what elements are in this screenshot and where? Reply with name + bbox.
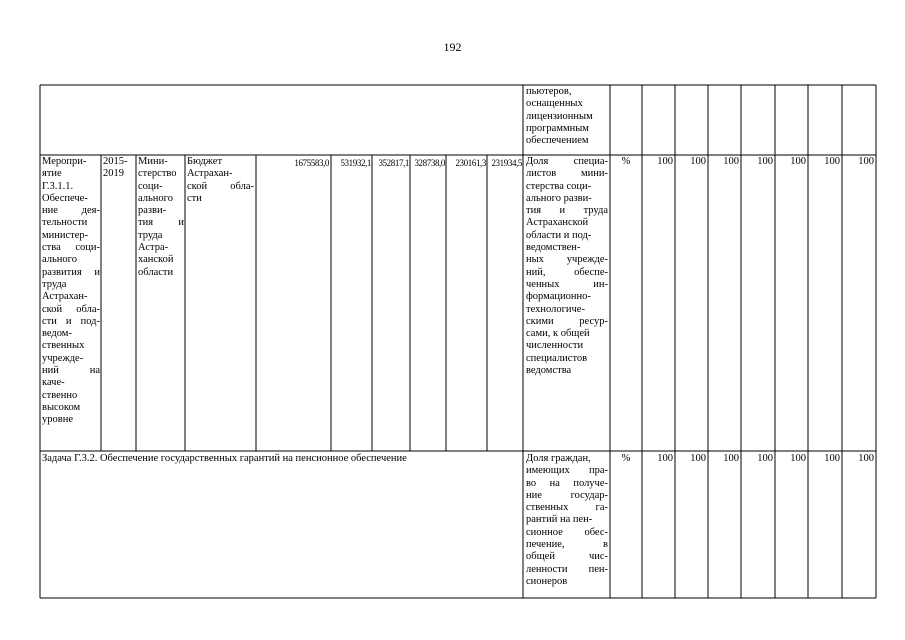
measure-name-line: ведом- (42, 328, 72, 340)
indicator-line: обеспечением (526, 135, 589, 147)
indicator-line: тия и труда (526, 205, 608, 217)
measure-name-line: ний на (42, 365, 100, 377)
measure-name-line: уровне (42, 414, 73, 426)
measure-name-line: Астрахан- (42, 291, 88, 303)
indicator-line: ние государ- (526, 489, 608, 501)
task-value: 100 (824, 453, 840, 464)
measure-unit: % (621, 156, 631, 167)
measure-name-line: ятие (42, 168, 62, 180)
indicator-line: стерства соци- (526, 180, 592, 192)
indicator-line: листов мини- (526, 168, 608, 180)
indicator-line: скими ресур- (526, 315, 608, 327)
executor-line: разви- (138, 205, 167, 217)
indicator-line: ведомства (526, 365, 572, 377)
measure-name-line: ственно (42, 389, 78, 401)
task-value: 100 (790, 453, 806, 464)
task-indicator-cell (526, 453, 608, 597)
executor-line: ханской (138, 254, 174, 266)
indicator-line: программным (526, 122, 589, 134)
source-line: ской обла- (187, 180, 254, 192)
measure-name-line: ального (42, 254, 77, 266)
executor-line: области (138, 266, 174, 278)
amount-2019: 231934,5 (491, 158, 522, 168)
indicator-line: во на получе- (526, 477, 608, 489)
indicator-line: Доля специа- (526, 156, 608, 167)
task-value: 100 (690, 453, 706, 464)
source-line: Астрахан- (187, 168, 233, 180)
task-value: 100 (657, 453, 673, 464)
amount-2015: 531932,1 (340, 158, 371, 168)
measure-name-line: сти и под- (42, 315, 100, 327)
measure-name-line: тельности (42, 217, 88, 229)
period-line: 2019 (103, 168, 124, 180)
indicator-line: технологиче- (526, 303, 585, 315)
task-unit: % (621, 453, 631, 464)
measure-value: 100 (858, 156, 874, 167)
measure-name-line: труда (42, 278, 67, 290)
indicator-line: численности (526, 340, 584, 352)
measure-name-line: министер- (42, 229, 89, 241)
task-value: 100 (757, 453, 773, 464)
executor-line: Астра- (138, 242, 169, 254)
indicator-line: ченных ин- (526, 278, 608, 290)
indicator-line: ний, обеспе- (526, 266, 608, 278)
measure-name-line: ственных (42, 340, 85, 352)
measure-value: 100 (790, 156, 806, 167)
measure-name-line: Меропри- (42, 156, 87, 167)
measure-value: 100 (723, 156, 739, 167)
executor-line: Мини- (138, 156, 168, 167)
period-line: 2015- (103, 156, 128, 167)
executor-line: ального (138, 192, 173, 204)
task-value: 100 (858, 453, 874, 464)
indicator-line: лицензионным (526, 110, 593, 122)
measure-period-cell (103, 156, 135, 196)
measure-name-line: ской обла- (42, 303, 100, 315)
indicator-line: ленности пен- (526, 563, 608, 575)
measure-indicator-cell (526, 156, 608, 450)
indicator-line: ственных га- (526, 502, 608, 514)
indicator-line: Доля граждан, (526, 453, 591, 464)
executor-line: тия и (138, 217, 184, 229)
measure-name-line: Обеспече- (42, 192, 88, 204)
measure-name-line: ние дея- (42, 205, 100, 217)
measure-value: 100 (824, 156, 840, 167)
source-line: сти (187, 192, 202, 204)
measure-name-line: каче- (42, 377, 65, 389)
indicator-line: сами, к общей (526, 328, 590, 340)
indicator-line: сионное обес- (526, 526, 608, 538)
task-title: Задача Г.3.2. Обеспечение государственных гарантий на пенсионное обеспечение (42, 453, 407, 464)
indicator-line: рантий на пен- (526, 514, 593, 526)
measure-name-line: высоком (42, 401, 81, 413)
indicator-line: ных учрежде- (526, 254, 608, 266)
indicator-line: формационно- (526, 291, 591, 303)
executor-line: соци- (138, 180, 163, 192)
top-indicator-cell (526, 86, 608, 155)
indicator-line: области и под- (526, 229, 592, 241)
measure-value: 100 (657, 156, 673, 167)
measure-name-line: ства соци- (42, 242, 100, 254)
executor-line: труда (138, 229, 163, 241)
amount-total: 1675583,0 (294, 158, 329, 168)
measure-name-line: учрежде- (42, 352, 84, 364)
source-line: Бюджет (187, 156, 223, 167)
amount-2016: 352817,1 (378, 158, 409, 168)
executor-line: стерство (138, 168, 177, 180)
indicator-line: оснащенных (526, 98, 583, 110)
measure-name-cell (42, 156, 100, 451)
page-number: 192 (443, 40, 462, 54)
indicator-line: печение, в (526, 539, 608, 551)
amount-2017: 328738,0 (414, 158, 445, 168)
indicator-line: общей чис- (526, 551, 608, 563)
measure-source-cell (187, 156, 254, 216)
amount-2018: 230161,3 (455, 158, 486, 168)
indicator-line: имеющих пра- (526, 465, 608, 477)
indicator-line: Астраханской (526, 217, 589, 229)
indicator-line: специалистов (526, 352, 588, 364)
indicator-line: пьютеров, (526, 86, 572, 97)
indicator-line: ального разви- (526, 192, 592, 204)
measure-value: 100 (690, 156, 706, 167)
measure-name-line: развития и (42, 266, 100, 278)
measure-executor-cell (138, 156, 184, 296)
indicator-line: сионеров (526, 575, 568, 587)
measure-value: 100 (757, 156, 773, 167)
measure-name-line: Г.3.1.1. (42, 180, 74, 192)
indicator-line: ведомствен- (526, 242, 581, 254)
task-value: 100 (723, 453, 739, 464)
